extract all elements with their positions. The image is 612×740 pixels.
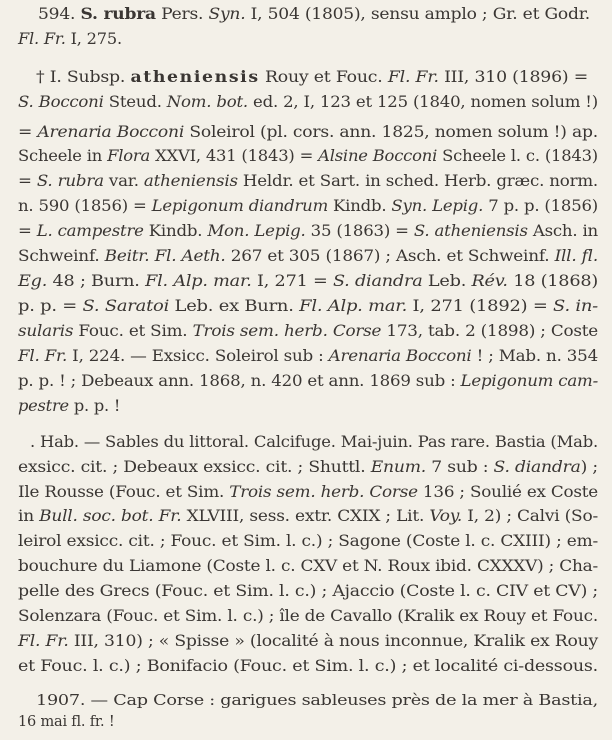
text-segment: Kindb. <box>328 196 392 215</box>
text-segment: ) ; <box>580 457 598 476</box>
text-segment: Rév. <box>471 271 508 290</box>
text-segment: atheniensis <box>143 171 238 190</box>
text-segment: pestre <box>18 396 69 415</box>
text-segment: Fl. Fr. <box>18 29 66 48</box>
line-content <box>18 555 598 577</box>
text-segment: Alsine Bocconi <box>318 146 438 165</box>
text-segment: Mon. Lepig. <box>207 221 306 240</box>
text-segment: Leb. <box>422 271 472 290</box>
line-content <box>18 711 114 733</box>
text-segment: Fouc. et Sim. <box>73 321 193 340</box>
line-content <box>18 295 598 317</box>
text-line-8 <box>0 195 612 217</box>
line-content <box>36 66 588 88</box>
text-segment: Kindb. <box>143 221 208 240</box>
text-segment: Solenzara (Fouc. et Sim. l. c.) ; île de Cavallo (Kralik ex Rouy et Fouc. <box>18 606 598 625</box>
text-segment: 48 ; Burn. <box>47 271 146 290</box>
line-content <box>18 655 598 677</box>
text-segment: p. p. ! <box>68 396 121 415</box>
line-content <box>30 431 598 453</box>
text-segment: ed. 2, I, 123 et 125 (1840, nomen solum !) <box>247 92 599 111</box>
text-segment: III, 310 (1896) = <box>438 67 588 86</box>
line-content <box>18 605 598 627</box>
text-line-16 <box>0 395 612 417</box>
text-segment: 594. <box>38 4 81 23</box>
text-segment: Trois sem. herb. Corse <box>229 482 418 501</box>
line-content <box>18 145 598 167</box>
text-segment: Arenaria Bocconi <box>37 122 185 141</box>
text-segment: Soleirol (pl. cors. ann. 1825, nomen solum !) ap. <box>184 122 598 141</box>
text-segment: Ill. fl. <box>554 246 598 265</box>
text-segment: Scheele l. c. (1843) <box>437 146 598 165</box>
text-segment: S. Bocconi <box>18 92 104 111</box>
text-segment: p. p. ! ; Debeaux ann. 1868, n. 420 et ann. 1869 sub : <box>18 371 461 390</box>
line-content <box>18 580 598 602</box>
line-content <box>18 345 598 367</box>
text-line-28 <box>0 711 612 733</box>
text-segment: Fl. Fr. <box>387 67 439 86</box>
text-segment: 7 sub : <box>426 457 494 476</box>
line-content <box>18 270 598 292</box>
text-segment: S. diandra <box>332 271 423 290</box>
text-segment: I, 224. — Exsicc. Soleirol sub : <box>67 346 329 365</box>
line-content <box>18 245 598 267</box>
text-segment: Fl. Fr. <box>18 631 69 650</box>
line-content <box>18 630 598 652</box>
text-segment: 267 et 305 (1867) ; Asch. et Schweinf. <box>225 246 555 265</box>
text-segment: p. p. = <box>18 296 83 315</box>
text-line-7 <box>0 170 612 192</box>
text-segment: Lepigonum cam- <box>460 371 598 390</box>
text-segment: 35 (1863) = <box>305 221 414 240</box>
text-segment: Syn. <box>208 4 246 23</box>
text-segment: I, 271 (1892) = <box>407 296 554 315</box>
text-line-15 <box>0 370 612 392</box>
text-line-19 <box>0 481 612 503</box>
text-segment: Steud. <box>103 92 167 111</box>
text-segment: var. <box>103 171 144 190</box>
text-segment: leirol exsicc. cit. ; Fouc. et Sim. l. c.) ; Sagone (Coste l. c. CXIII) ; em- <box>18 531 598 550</box>
text-segment: Fl. Fr. <box>18 346 68 365</box>
text-segment: XXVI, 431 (1843) = <box>150 146 319 165</box>
text-segment: Lepigonum diandrum <box>151 196 329 215</box>
text-segment: I, 275. <box>65 29 122 48</box>
text-segment: Scheele in <box>18 146 108 165</box>
text-line-23 <box>0 580 612 602</box>
text-segment: Pers. <box>155 4 209 23</box>
text-segment: Leb. ex Burn. <box>169 296 300 315</box>
text-line-3 <box>0 66 612 88</box>
text-segment: exsicc. cit. ; Debeaux exsicc. cit. ; Shuttl. <box>18 457 371 476</box>
text-line-17 <box>0 431 612 453</box>
text-segment: Fl. Alp. mar. <box>145 271 252 290</box>
line-content <box>18 170 598 192</box>
text-segment: Fl. Alp. mar. <box>299 296 408 315</box>
text-segment: S. Saratoi <box>82 296 170 315</box>
text-line-21 <box>0 530 612 552</box>
text-segment: bouchure du Liamone (Coste l. c. CXV et N. Roux ibid. CXXXV) ; Cha- <box>18 556 598 575</box>
text-segment: S. diandra <box>493 457 581 476</box>
text-segment: Flora <box>107 146 151 165</box>
text-line-24 <box>0 605 612 627</box>
line-content <box>18 481 598 503</box>
text-segment: = <box>18 171 37 190</box>
text-segment: Asch. in <box>527 221 598 240</box>
text-segment: Enum. <box>370 457 427 476</box>
text-line-10 <box>0 245 612 267</box>
line-content <box>18 456 598 478</box>
text-line-22 <box>0 555 612 577</box>
text-segment: ! ; Mab. n. 354 <box>471 346 598 365</box>
line-content <box>18 370 598 392</box>
text-segment: Nom. bot. <box>166 92 248 111</box>
text-line-4 <box>0 91 612 113</box>
text-line-2 <box>0 28 612 50</box>
text-segment: Trois sem. herb. Corse <box>192 321 382 340</box>
line-content <box>18 121 598 143</box>
line-content <box>18 505 598 527</box>
text-line-6 <box>0 145 612 167</box>
text-segment: Eg. <box>18 271 48 290</box>
text-segment: 16 mai fl. fr. ! <box>18 714 115 730</box>
text-segment: 18 (1868) <box>507 271 598 290</box>
text-segment: S. atheniensis <box>413 221 528 240</box>
text-line-5 <box>0 121 612 143</box>
text-segment: 173, tab. 2 (1898) ; Coste <box>381 321 598 340</box>
line-content <box>18 220 598 242</box>
line-content <box>36 690 598 712</box>
text-segment: pelle des Grecs (Fouc. et Sim. l. c.) ; Ajaccio (Coste l. c. CIV et CV) ; <box>18 581 598 600</box>
text-line-1 <box>0 3 612 25</box>
text-line-27 <box>0 690 612 712</box>
text-segment: atheniensis <box>130 67 260 86</box>
text-segment: Arenaria Bocconi <box>328 346 472 365</box>
line-content <box>18 91 598 113</box>
text-segment: . Hab. — Sables du littoral. Calcifuge. Mai-juin. Pas rare. Bastia (Mab. <box>30 432 598 451</box>
text-segment: I, 2) ; Calvi (So- <box>462 506 598 525</box>
text-line-12 <box>0 295 612 317</box>
text-segment: S. rubra <box>80 4 156 23</box>
text-segment: Heldr. et Sart. in sched. Herb. græc. norm. <box>237 171 598 190</box>
text-segment: 7 p. p. (1856) <box>483 196 598 215</box>
text-segment: Schweinf. <box>18 246 105 265</box>
text-segment: Ile Rousse (Fouc. et Sim. <box>18 482 230 501</box>
text-segment: sularis <box>18 321 74 340</box>
text-segment: S. rubra <box>36 171 104 190</box>
text-line-25 <box>0 630 612 652</box>
text-segment: 1907. — Cap Corse : garigues sableuses près de la mer à Bastia, <box>36 693 598 709</box>
line-content <box>38 3 590 25</box>
text-line-26 <box>0 655 612 677</box>
text-line-20 <box>0 505 612 527</box>
text-segment: et Fouc. l. c.) ; Bonifacio (Fouc. et Sim. l. c.) ; et localité ci-dessous. <box>18 656 598 675</box>
text-line-14 <box>0 345 612 367</box>
text-segment: XLVIII, sess. extr. CXIX ; Lit. <box>181 506 430 525</box>
text-line-11 <box>0 270 612 292</box>
text-segment: in <box>18 506 40 525</box>
text-segment: † I. Subsp. <box>36 67 131 86</box>
text-segment: Beitr. Fl. Aeth. <box>104 246 226 265</box>
text-segment: L. campestre <box>36 221 144 240</box>
text-segment: III, 310) ; « Spisse » (localité à nous inconnue, Kralik ex Rouy <box>68 631 599 650</box>
text-segment: = <box>18 122 38 141</box>
line-content <box>18 28 122 50</box>
text-segment: S. in- <box>553 296 598 315</box>
text-segment: 136 ; Soulié ex Coste <box>417 482 598 501</box>
line-content <box>18 395 120 417</box>
text-line-9 <box>0 220 612 242</box>
text-segment: Syn. Lepig. <box>391 196 484 215</box>
text-segment: = <box>18 221 37 240</box>
text-line-18 <box>0 456 612 478</box>
text-segment: Rouy et Fouc. <box>259 67 388 86</box>
text-segment: Voy. <box>429 506 463 525</box>
text-line-13 <box>0 320 612 342</box>
line-content <box>18 320 598 342</box>
line-content <box>18 530 598 552</box>
text-segment: I, 271 = <box>251 271 333 290</box>
text-segment: Bull. soc. bot. Fr. <box>39 506 182 525</box>
text-segment: I, 504 (1805), sensu amplo ; Gr. et Godr. <box>245 4 590 23</box>
text-segment: n. 590 (1856) = <box>18 196 152 215</box>
line-content <box>18 195 598 217</box>
